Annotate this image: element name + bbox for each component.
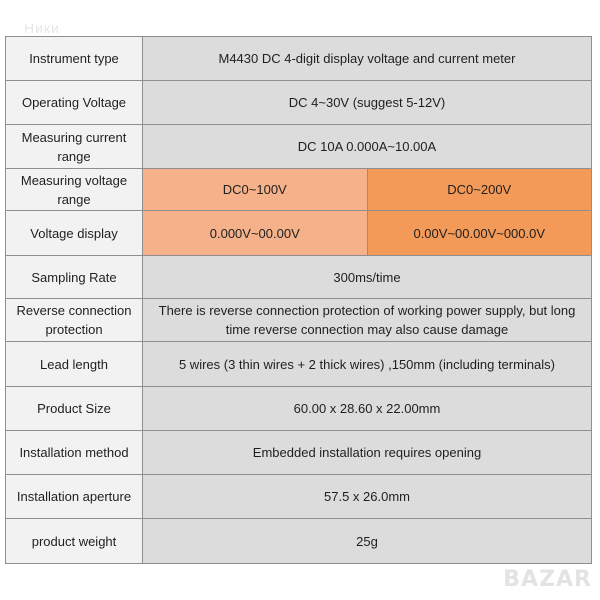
watermark-top: Ники bbox=[24, 20, 60, 36]
row-value-lead-length: 5 wires (3 thin wires + 2 thick wires) ,150mm (including terminals) bbox=[143, 342, 592, 387]
row-label-operating-voltage: Operating Voltage bbox=[6, 81, 143, 125]
row-value-voltage-range-a: DC0~100V bbox=[143, 169, 368, 211]
table-row bbox=[6, 342, 592, 387]
row-label-voltage-display: Voltage display bbox=[6, 211, 143, 256]
row-label-current-range: Measuring current range bbox=[6, 125, 143, 169]
row-value-voltage-display-a: 0.000V~00.00V bbox=[143, 211, 368, 256]
row-label-instrument-type: Instrument type bbox=[6, 37, 143, 81]
table-row bbox=[6, 37, 592, 81]
row-label-reverse-protection: Reverse connection protection bbox=[6, 299, 143, 342]
row-label-voltage-range: Measuring voltage range bbox=[6, 169, 143, 211]
row-label-installation-aperture: Installation aperture bbox=[6, 475, 143, 519]
row-value-installation-aperture: 57.5 x 26.0mm bbox=[143, 475, 592, 519]
table-row bbox=[6, 125, 592, 169]
row-value-reverse-protection: There is reverse connection protection of working power supply, but long time reverse connection may also cause damage bbox=[143, 299, 592, 342]
row-value-product-weight: 25g bbox=[143, 519, 592, 564]
table-row bbox=[6, 211, 592, 256]
row-label-product-size: Product Size bbox=[6, 387, 143, 431]
row-value-sampling-rate: 300ms/time bbox=[143, 256, 592, 299]
row-value-instrument-type: M4430 DC 4-digit display voltage and current meter bbox=[143, 37, 592, 81]
table-row bbox=[6, 431, 592, 475]
table-row bbox=[6, 519, 592, 564]
table-row bbox=[6, 256, 592, 299]
spec-table bbox=[5, 36, 592, 564]
row-value-operating-voltage: DC 4~30V (suggest 5-12V) bbox=[143, 81, 592, 125]
table-row bbox=[6, 169, 592, 211]
row-value-current-range: DC 10A 0.000A~10.00A bbox=[143, 125, 592, 169]
row-value-installation-method: Embedded installation requires opening bbox=[143, 431, 592, 475]
table-row bbox=[6, 475, 592, 519]
table-row bbox=[6, 81, 592, 125]
watermark-bottom: BAZAR bbox=[503, 567, 592, 592]
row-label-product-weight: product weight bbox=[6, 519, 143, 564]
row-value-voltage-display-b: 0.00V~00.00V~000.0V bbox=[367, 211, 592, 256]
row-label-lead-length: Lead length bbox=[6, 342, 143, 387]
row-label-installation-method: Installation method bbox=[6, 431, 143, 475]
table-row bbox=[6, 387, 592, 431]
table-row bbox=[6, 299, 592, 342]
row-value-voltage-range-b: DC0~200V bbox=[367, 169, 592, 211]
row-label-sampling-rate: Sampling Rate bbox=[6, 256, 143, 299]
row-value-product-size: 60.00 x 28.60 x 22.00mm bbox=[143, 387, 592, 431]
